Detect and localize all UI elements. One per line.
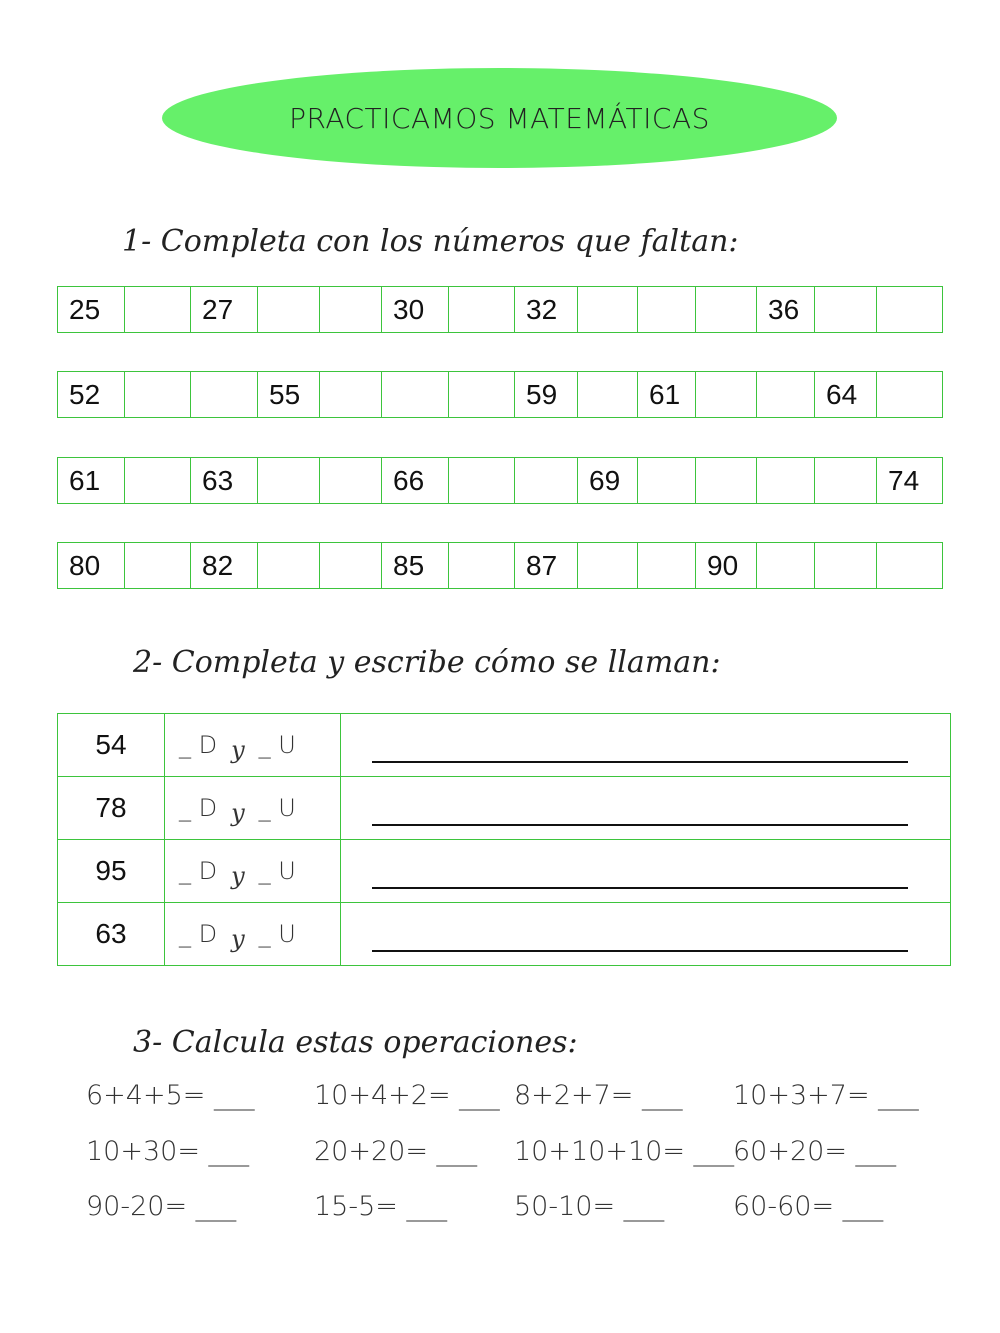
number-cell: 78 — [58, 777, 165, 840]
answer-line[interactable] — [341, 714, 951, 777]
tens-units-cell[interactable] — [165, 777, 341, 840]
tens-units-cell[interactable] — [165, 840, 341, 903]
operation[interactable]: 10+3+7= ___ — [733, 1080, 919, 1111]
blank-cell[interactable] — [515, 458, 578, 504]
tens-blank: _ D — [179, 857, 218, 885]
blank-cell[interactable] — [757, 543, 815, 589]
blank-cell[interactable] — [757, 372, 815, 418]
table-row — [58, 840, 951, 903]
units-blank: _ U — [258, 731, 296, 759]
blank-cell[interactable] — [696, 287, 757, 333]
number-cell: 59 — [515, 372, 578, 418]
blank-cell[interactable] — [815, 543, 877, 589]
tens-blank: _ D — [179, 920, 218, 948]
number-cell: 64 — [815, 372, 877, 418]
blank-cell[interactable] — [757, 458, 815, 504]
blank-cell[interactable] — [191, 372, 258, 418]
number-cell: 52 — [58, 372, 125, 418]
number-cell: 54 — [58, 714, 165, 777]
number-cell: 74 — [877, 458, 943, 504]
number-cell: 61 — [58, 458, 125, 504]
blank-cell[interactable] — [320, 543, 382, 589]
section3-heading: 3- Calcula estas operaciones: — [133, 1025, 578, 1060]
operation[interactable]: 60+20= ___ — [733, 1136, 897, 1167]
operation[interactable]: 8+2+7= ___ — [514, 1080, 683, 1111]
operation[interactable]: 10+30= ___ — [86, 1136, 250, 1167]
blank-cell[interactable] — [125, 287, 191, 333]
answer-line[interactable] — [341, 777, 951, 840]
answer-line[interactable] — [341, 903, 951, 966]
blank-cell[interactable] — [696, 458, 757, 504]
blank-cell[interactable] — [382, 372, 449, 418]
table-row — [58, 777, 951, 840]
number-cell: 32 — [515, 287, 578, 333]
number-cell: 80 — [58, 543, 125, 589]
blank-cell[interactable] — [449, 287, 515, 333]
blank-cell[interactable] — [258, 458, 320, 504]
number-cell: 66 — [382, 458, 449, 504]
tens-units-cell[interactable] — [165, 903, 341, 966]
operation[interactable]: 50-10= ___ — [514, 1191, 665, 1222]
operation[interactable]: 60-60= ___ — [733, 1191, 884, 1222]
section1-heading: 1- Completa con los números que faltan: — [122, 224, 739, 259]
blank-cell[interactable] — [449, 458, 515, 504]
blank-cell[interactable] — [449, 372, 515, 418]
title-banner — [162, 68, 837, 168]
number-cell: 85 — [382, 543, 449, 589]
blank-cell[interactable] — [125, 543, 191, 589]
blank-cell[interactable] — [578, 372, 638, 418]
blank-cell[interactable] — [877, 543, 943, 589]
blank-cell[interactable] — [125, 458, 191, 504]
blank-cell[interactable] — [638, 543, 696, 589]
number-cell: 63 — [58, 903, 165, 966]
tens-units-cell[interactable] — [165, 714, 341, 777]
page-title: PRACTICAMOS MATEMÁTICAS — [289, 101, 710, 135]
blank-cell[interactable] — [578, 543, 638, 589]
blank-cell[interactable] — [638, 458, 696, 504]
units-blank: _ U — [258, 794, 296, 822]
blank-cell[interactable] — [320, 458, 382, 504]
answer-line[interactable] — [341, 840, 951, 903]
conjunction: y — [231, 925, 245, 953]
number-cell: 61 — [638, 372, 696, 418]
section2-heading: 2- Completa y escribe cómo se llaman: — [133, 645, 721, 680]
blank-cell[interactable] — [815, 458, 877, 504]
number-cell: 82 — [191, 543, 258, 589]
blank-cell[interactable] — [696, 372, 757, 418]
sequence-row-3 — [57, 457, 943, 504]
operation[interactable]: 10+4+2= ___ — [314, 1080, 500, 1111]
blank-cell[interactable] — [815, 287, 877, 333]
number-cell: 69 — [578, 458, 638, 504]
blank-cell[interactable] — [449, 543, 515, 589]
blank-cell[interactable] — [877, 287, 943, 333]
units-blank: _ U — [258, 857, 296, 885]
number-cell: 90 — [696, 543, 757, 589]
sequence-row-2 — [57, 371, 943, 418]
sequence-row-4 — [57, 542, 943, 589]
number-cell: 55 — [258, 372, 320, 418]
number-cell: 27 — [191, 287, 258, 333]
operation[interactable]: 90-20= ___ — [86, 1191, 237, 1222]
number-cell: 25 — [58, 287, 125, 333]
operation[interactable]: 10+10+10= ___ — [514, 1136, 735, 1167]
blank-cell[interactable] — [638, 287, 696, 333]
conjunction: y — [231, 862, 245, 890]
conjunction: y — [231, 799, 245, 827]
tens-blank: _ D — [179, 794, 218, 822]
tens-units-table — [57, 713, 951, 966]
table-row — [58, 714, 951, 777]
blank-cell[interactable] — [320, 372, 382, 418]
number-cell: 36 — [757, 287, 815, 333]
blank-cell[interactable] — [320, 287, 382, 333]
units-blank: _ U — [258, 920, 296, 948]
table-row — [58, 903, 951, 966]
blank-cell[interactable] — [258, 287, 320, 333]
number-cell: 30 — [382, 287, 449, 333]
number-cell: 95 — [58, 840, 165, 903]
blank-cell[interactable] — [877, 372, 943, 418]
operation[interactable]: 20+20= ___ — [314, 1136, 478, 1167]
blank-cell[interactable] — [578, 287, 638, 333]
operation[interactable]: 15-5= ___ — [314, 1191, 447, 1222]
sequence-row-1 — [57, 286, 943, 333]
number-cell: 87 — [515, 543, 578, 589]
blank-cell[interactable] — [258, 543, 320, 589]
blank-cell[interactable] — [125, 372, 191, 418]
conjunction: y — [231, 736, 245, 764]
tens-blank: _ D — [179, 731, 218, 759]
number-cell: 63 — [191, 458, 258, 504]
operation[interactable]: 6+4+5= ___ — [86, 1080, 255, 1111]
